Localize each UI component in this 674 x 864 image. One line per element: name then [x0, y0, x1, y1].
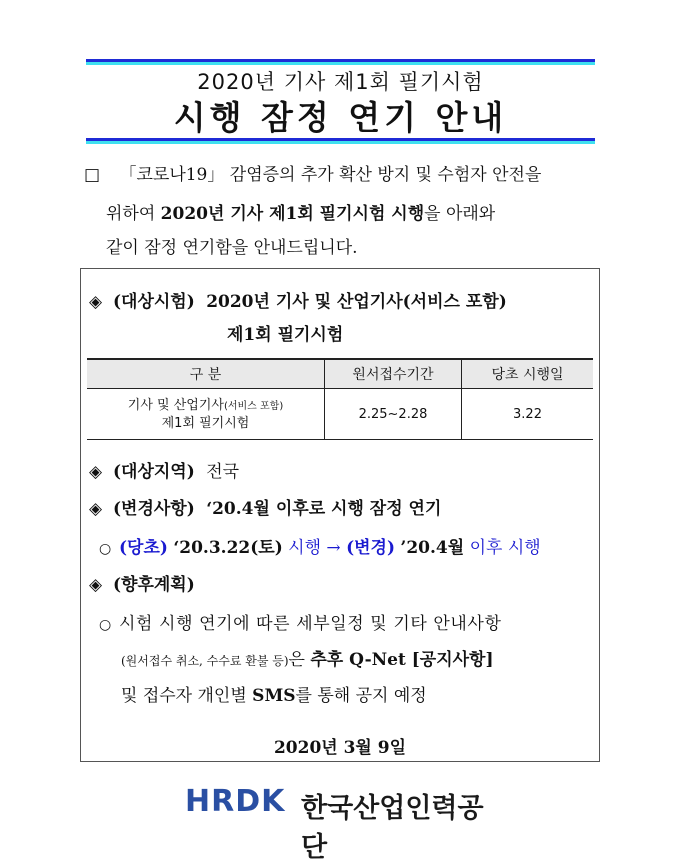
- org-name: 한국산업인력공단: [301, 793, 484, 863]
- plan-line-1: ○ 시험 시행 연기에 따른 세부일정 및 기타 안내사항: [99, 614, 502, 634]
- circle-bullet-icon: ○: [99, 617, 112, 633]
- target-exam: ◈ (대상시험) 2020년 기사 및 산업기사(서비스 포함): [89, 292, 507, 312]
- notice-box: [80, 268, 600, 762]
- diamond-bullet-icon: ◈: [89, 499, 103, 519]
- table-header: 원서접수기간: [325, 359, 462, 389]
- change-detail: ○ (당초) ‘20.3.22(토) 시행 → (변경) ’20.4월 이후 시행: [99, 538, 541, 558]
- table-row: [87, 389, 593, 440]
- plan-item: ◈ (향후계획): [89, 575, 195, 595]
- notice-date: 2020년 3월 9일: [273, 738, 407, 758]
- title-rule-bottom-accent: [86, 141, 595, 144]
- intro-line-1: □ 「코로나19」 감염증의 추가 확산 방지 및 수험자 안전을: [84, 165, 542, 185]
- hrdk-logo: [185, 784, 495, 863]
- title-subheading: 2020년 기사 제1회 필기시험: [197, 70, 484, 94]
- target-exam-line-2: 제1회 필기시험: [227, 325, 344, 345]
- circle-bullet-icon: ○: [99, 541, 112, 557]
- diamond-bullet-icon: ◈: [89, 575, 103, 595]
- diamond-bullet-icon: ◈: [89, 462, 103, 482]
- plan-line-2: (원서접수 취소, 수수료 환불 등)은 추후 Q-Net [공지사항]: [121, 650, 494, 670]
- table-cell-category: 기사 및 산업기사(서비스 포함) 제1회 필기시험: [87, 389, 325, 440]
- plan-line-3: 및 접수자 개인별 SMS를 통해 공지 예정: [121, 686, 427, 706]
- intro-line-2: 위하여 2020년 기사 제1회 필기시험 시행을 아래와: [106, 204, 496, 224]
- diamond-bullet-icon: ◈: [89, 292, 103, 312]
- table-cell-period: 2.25~2.28: [325, 389, 462, 440]
- table-cell-date: 3.22: [462, 389, 594, 440]
- title-rule-top-accent: [86, 62, 595, 65]
- page-title: 시행 잠정 연기 안내: [173, 98, 508, 137]
- square-bullet-icon: □: [84, 165, 101, 185]
- table-header: 당초 시행일: [462, 359, 594, 389]
- hrdk-logo-mark: HRDK: [185, 784, 286, 819]
- table-header: 구 분: [87, 359, 325, 389]
- target-region: ◈ (대상지역) 전국: [89, 462, 240, 482]
- intro-line-3: 같이 잠정 연기함을 안내드립니다.: [106, 238, 358, 258]
- change-item: ◈ (변경사항) ‘20.4월 이후로 시행 잠정 연기: [89, 499, 442, 519]
- schedule-table: [87, 358, 593, 440]
